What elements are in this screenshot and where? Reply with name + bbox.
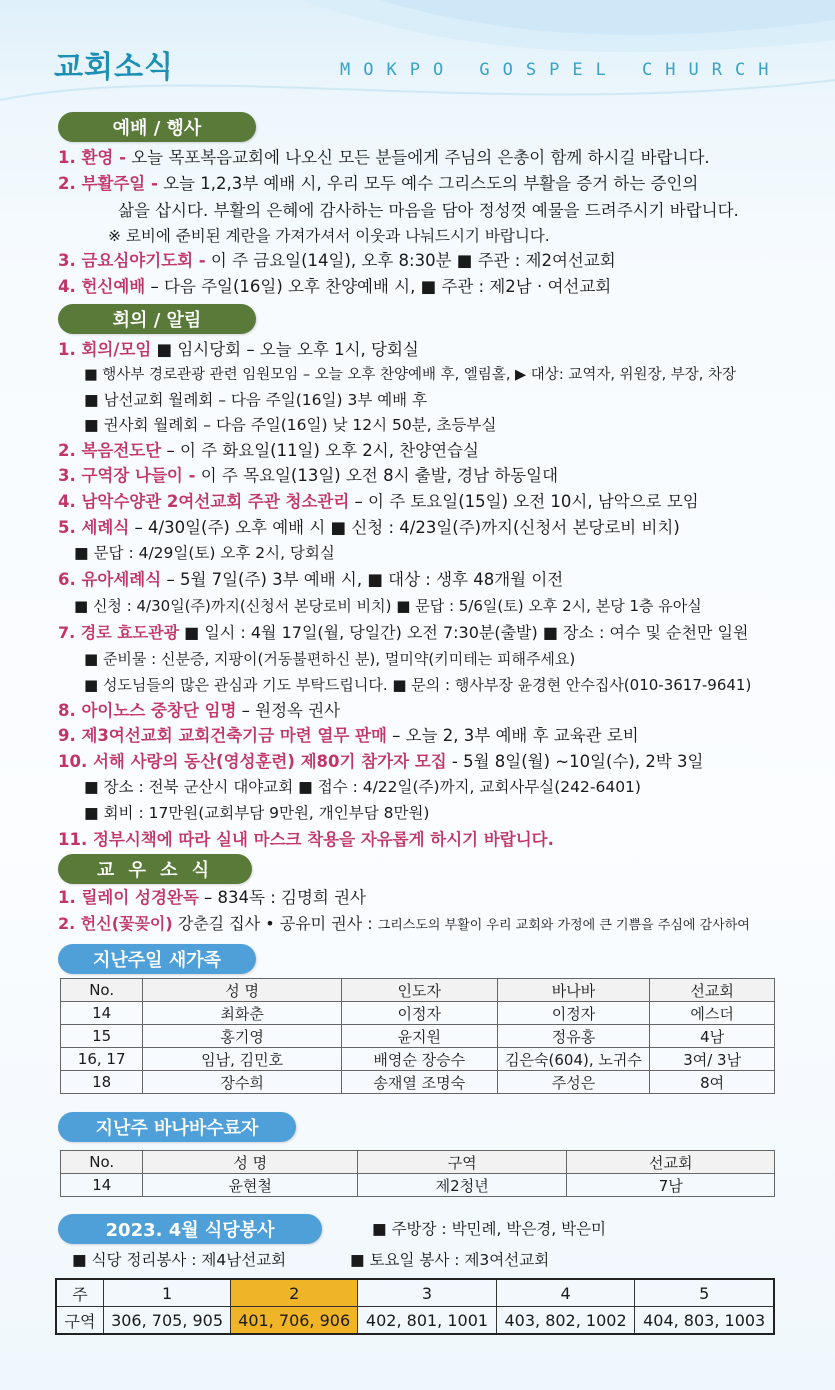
table-cell: 정유홍 [497, 1025, 650, 1048]
week-label: 주 [56, 1279, 104, 1307]
item-text: ■ 일시 : 4월 17일(월, 당일간) 오전 7:30분(출발) ■ 장소 : 여수 및 순천만 일원 [179, 623, 749, 642]
item-text: ■ 문답 : 4/29일(토) 오후 2시, 당회실 [74, 544, 335, 562]
list-item [84, 674, 751, 696]
section-pill-newfamily: 지난주일 새가족 [58, 944, 256, 974]
item-text: 오늘 1,2,3부 예배 시, 우리 모두 예수 그리스도의 부활을 증거 하는 증인의 [157, 174, 699, 193]
table-cell: 에스더 [650, 1002, 775, 1025]
section-pill-cafeteria: 2023. 4월 식당봉사 [58, 1214, 322, 1244]
table-cell: 최화춘 [143, 1002, 342, 1025]
item-heading: 11. 정부시책에 따라 실내 마스크 착용을 자유롭게 하시기 바랍니다. [58, 830, 554, 849]
item-heading: 8. 아이노스 중창단 임명 [58, 701, 237, 720]
newfamily-table [60, 978, 775, 1094]
table-header: 선교회 [567, 1151, 775, 1174]
list-item [58, 173, 698, 195]
table-header: No. [61, 979, 143, 1002]
table-row [61, 1025, 775, 1048]
week-cell: 3 [358, 1279, 497, 1307]
table-row [61, 1002, 775, 1025]
item-text: ■ 권사회 월례회 – 다음 주일(16일) 낮 12시 50분, 초등부실 [84, 416, 497, 434]
list-item [84, 364, 736, 386]
item-heading: 4. 헌신예배 [58, 277, 146, 296]
item-text: – 4/30일(주) 오후 예배 시 ■ 신청 : 4/23일(주)까지(신청서 본당로비 비치) [129, 518, 680, 537]
table-cell: 장수희 [143, 1071, 342, 1094]
week-cell: 4 [496, 1279, 635, 1307]
item-text: ※ 로비에 준비된 계란을 가져가셔서 이웃과 나눠드시기 바랍니다. [108, 227, 550, 245]
table-cell: 윤현철 [143, 1174, 357, 1197]
table-cell: 윤지원 [341, 1025, 497, 1048]
item-heading: 5. 세례식 [58, 518, 130, 537]
list-item [58, 440, 479, 462]
list-item [58, 887, 366, 909]
item-heading: 2. 복음전도단 [58, 441, 162, 460]
table-cell: 김은숙(604), 노귀수 [497, 1048, 650, 1071]
item-text: ■ 남선교회 월례회 – 다음 주일(16일) 3부 예배 후 [84, 391, 428, 409]
table-row [61, 1174, 775, 1197]
section-pill-members: 교 우 소 식 [58, 854, 252, 884]
item-text: 이 주 금요일(14일), 오후 8:30분 ■ 주관 : 제2여선교회 [205, 251, 616, 270]
section-pill-meetings: 회의 / 알림 [58, 304, 256, 334]
item-heading: 7. 경로 효도관광 [58, 623, 180, 642]
item-text: ■ 준비물 : 신분증, 지팡이(거동불편하신 분), 멀미약(키미테는 피해주세요) [84, 650, 576, 668]
district-cell: 404, 803, 1003 [635, 1307, 774, 1335]
table-cell: 15 [61, 1025, 143, 1048]
list-item [58, 276, 611, 298]
item-heading: 10. 서해 사랑의 동산(영성훈련) 제80기 참가자 모집 [58, 752, 447, 771]
table-cell: 4남 [650, 1025, 775, 1048]
district-cell: 402, 801, 1001 [358, 1307, 497, 1335]
list-item [58, 517, 680, 539]
item-text: – 이 주 화요일(11일) 오후 2시, 찬양연습실 [161, 441, 479, 460]
list-item [84, 389, 427, 411]
list-item [58, 465, 558, 487]
item-heading: 9. 제3여선교회 교회건축기금 마련 열무 판매 [58, 726, 387, 745]
item-text: ■ 장소 : 전북 군산시 대야교회 ■ 접수 : 4/22일(주)까지, 교회사무실(242-6401) [84, 778, 641, 796]
district-label: 구역 [56, 1307, 104, 1335]
section-pill-barnabas: 지난주 바나바수료자 [58, 1112, 296, 1142]
table-cell: 송재열 조명숙 [341, 1071, 497, 1094]
table-header: 바나바 [497, 979, 650, 1002]
item-text: 이 주 목요일(13일) 오전 8시 출발, 경남 하동일대 [195, 466, 559, 485]
table-cell: 이정자 [341, 1002, 497, 1025]
table-header: No. [61, 1151, 143, 1174]
barnabas-table [60, 1150, 775, 1197]
item-text: 오늘 목포복음교회에 나오신 모든 분들에게 주님의 은총이 함께 하시길 바랍니다. [125, 148, 710, 167]
item-heading: 2. 부활주일 - [58, 174, 158, 193]
list-item [118, 200, 739, 222]
list-item [84, 414, 496, 436]
table-cell: 7남 [567, 1174, 775, 1197]
table-header: 성 명 [143, 1151, 357, 1174]
list-item [58, 725, 639, 747]
table-row [61, 1048, 775, 1071]
page-subtitle: MOKPO GOSPEL CHURCH [340, 60, 782, 80]
page-title: 교회소식 [54, 50, 174, 85]
table-cell: 이정자 [497, 1002, 650, 1025]
list-item [74, 542, 335, 564]
district-cell: 403, 802, 1002 [496, 1307, 635, 1335]
table-cell: 임남, 김민호 [143, 1048, 342, 1071]
table-cell: 제2청년 [357, 1174, 567, 1197]
week-cell: 1 [104, 1279, 231, 1307]
list-item [58, 913, 750, 937]
item-heading: 2. 헌신(꽃꽂이) [58, 914, 173, 933]
item-heading: 4. 남악수양관 2여선교회 주관 청소관리 [58, 492, 350, 511]
list-item [74, 595, 702, 617]
item-heading: 3. 구역장 나들이 - [58, 466, 196, 485]
item-heading: 1. 회의/모임 [58, 340, 152, 359]
saturday-text: ■ 토요일 봉사 : 제3여선교회 [350, 1251, 550, 1269]
list-item [108, 225, 550, 247]
item-heading: 6. 유아세례식 [58, 570, 162, 589]
item-text: ■ 임시당회 – 오늘 오후 1시, 당회실 [151, 340, 419, 359]
item-text: 삶을 삽시다. 부활의 은혜에 감사하는 마음을 담아 정성껏 예물을 드려주시기 바랍니다. [118, 201, 739, 220]
table-cell: 16, 17 [61, 1048, 143, 1071]
list-item [84, 776, 641, 798]
table-cell: 18 [61, 1071, 143, 1094]
item-heading: 1. 환영 - [58, 148, 126, 167]
item-text: – 이 주 토요일(15일) 오전 10시, 남악으로 모임 [349, 492, 699, 511]
table-cell: 3여/ 3남 [650, 1048, 775, 1071]
week-cell: 5 [635, 1279, 774, 1307]
item-heading: 1. 릴레이 성경완독 [58, 888, 199, 907]
list-item [58, 622, 748, 644]
table-header: 인도자 [341, 979, 497, 1002]
table-cell: 주성은 [497, 1071, 650, 1094]
week-cell: 2 [231, 1279, 358, 1307]
item-note: 그리스도의 부활이 우리 교회와 가정에 큰 기쁨을 주심에 감사하여 [377, 918, 750, 933]
table-cell: 14 [61, 1174, 143, 1197]
item-text: – 834독 : 김명희 권사 [198, 888, 366, 907]
cleanup-text: ■ 식당 정리봉사 : 제4남선교회 [72, 1251, 287, 1269]
section-pill-worship: 예배 / 행사 [58, 112, 256, 142]
item-text: – 원정옥 권사 [236, 701, 341, 720]
item-text: 강춘길 집사 • 공유미 권사 : [172, 914, 378, 933]
list-item [58, 250, 616, 272]
table-cell: 8여 [650, 1071, 775, 1094]
list-item [84, 648, 575, 670]
item-text: ■ 회비 : 17만원(교회부담 9만원, 개인부담 8만원) [84, 804, 430, 822]
list-item [58, 491, 699, 513]
item-text: - 5월 8일(월) ~10일(수), 2박 3일 [446, 752, 704, 771]
district-cell: 401, 706, 906 [231, 1307, 358, 1335]
list-item [58, 147, 710, 169]
item-text: – 다음 주일(16일) 오후 찬양예배 시, ■ 주관 : 제2남 · 여선교회 [145, 277, 612, 296]
list-item [84, 802, 429, 824]
table-row [61, 1071, 775, 1094]
list-item [58, 569, 563, 591]
item-text: ■ 신청 : 4/30일(주)까지(신청서 본당로비 비치) ■ 문답 : 5/6일(토) 오후 2시, 본당 1층 유아실 [74, 597, 702, 615]
table-cell: 14 [61, 1002, 143, 1025]
list-item [58, 829, 554, 851]
item-heading: 3. 금요심야기도회 - [58, 251, 206, 270]
item-text: ■ 행사부 경로관광 관련 임원모임 – 오늘 오후 찬양예배 후, 엘림홀, ▶ 대상: 교역자, 위원장, 부장, 차장 [84, 367, 737, 383]
item-text: – 5월 7일(주) 3부 예배 시, ■ 대상 : 생후 48개월 이전 [161, 570, 564, 589]
table-header: 선교회 [650, 979, 775, 1002]
table-header: 구역 [357, 1151, 567, 1174]
list-item [58, 700, 340, 722]
list-item [58, 751, 703, 773]
table-header: 성 명 [143, 979, 342, 1002]
item-text: ■ 성도님들의 많은 관심과 기도 부탁드립니다. ■ 문의 : 행사부장 윤경현 안수집사(010-3617-9641) [84, 676, 752, 694]
head-cook-text: ■ 주방장 : 박민례, 박은경, 박은미 [372, 1220, 607, 1238]
item-text: – 오늘 2, 3부 예배 후 교육관 로비 [386, 726, 639, 745]
table-cell: 배영순 장승수 [341, 1048, 497, 1071]
table-cell: 홍기영 [143, 1025, 342, 1048]
cafeteria-schedule-table [55, 1278, 775, 1335]
list-item [58, 339, 419, 361]
district-cell: 306, 705, 905 [104, 1307, 231, 1335]
